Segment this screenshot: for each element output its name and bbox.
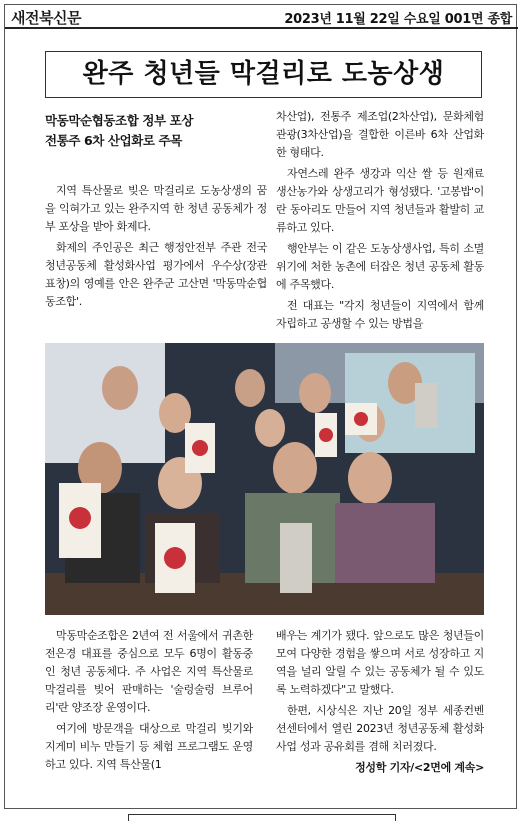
paragraph: 전 대표는 "각지 청년들이 지역에서 함께 자립하고 공생할 수 있는 방법을: [276, 299, 484, 330]
article-column-1: [45, 182, 267, 314]
newspaper-logo: 새전북신문: [11, 9, 81, 27]
subhead-line: 전통주 6차 산업화로 주목: [45, 133, 182, 148]
subhead-line: 막동막순협동조합 정부 포상: [45, 113, 194, 128]
headline: 완주 청년들 막걸리로 도농상생: [82, 59, 445, 89]
newspaper-page: [4, 4, 517, 809]
masthead: [5, 5, 518, 29]
paragraph: 배우는 계기가 됐다. 앞으로도 많은 청년들이 모여 다양한 경험을 쌓으며 서로 성장하고 지역을 널리 알릴 수 있는 공동체가 될 수 있도록 노력하겠다"고 말했다.: [276, 629, 484, 696]
paragraph: 행안부는 이 같은 도농상생사업, 특히 소멸위기에 처한 농촌에 터잡은 청년 공동체 활동에 주목했다.: [276, 242, 484, 291]
article-column-4: [276, 627, 484, 777]
paragraph: 막동막순조합은 2년여 전 서울에서 귀촌한 전은경 대표를 중심으로 모두 6명이 활동중인 청년 공동체다. 주 사업은 지역 특산물로 막걸리를 빚어 판매하는 '술렁술렁 브루어리'란 양조장 운영이다.: [45, 629, 253, 714]
subhead: [45, 111, 267, 151]
byline-row: [276, 759, 484, 777]
article-photo: [45, 343, 484, 615]
article-column-3: [45, 627, 253, 777]
footer-box: [128, 814, 396, 821]
byline: 정성학 기자/: [355, 761, 414, 774]
group-photo-image: [45, 343, 484, 615]
continued-note: <2면에 계속>: [413, 761, 484, 774]
headline-box: [45, 51, 482, 98]
article-column-2: [276, 108, 484, 336]
paragraph: 한편, 시상식은 지난 20일 정부 세종컨벤션센터에서 열린 2023년 청년공동체 활성화사업 성과 공유회를 겸해 치러졌다.: [276, 704, 484, 753]
paragraph: 여기에 방문객을 대상으로 막걸리 빚기와 지게미 비누 만들기 등 체험 프로그램도 운영하고 있다. 지역 특산물(1: [45, 722, 253, 771]
paragraph: 지역 특산물로 빚은 막걸리로 도농상생의 꿈을 익혀가고 있는 완주지역 한 청년 공동체가 정부 포상을 받아 화제다.: [45, 184, 267, 233]
date-edition: 2023년 11월 22일 수요일 001면 종합: [284, 12, 512, 27]
paragraph: 자연스레 완주 생강과 익산 쌀 등 원재료 생산농가와 상생고리가 형성됐다. '고봉밥'이란 동아리도 만들어 지역 청년들과 활발히 교류하고 있다.: [276, 167, 484, 234]
paragraph: 화제의 주인공은 최근 행정안전부 주관 전국 청년공동체 활성화사업 평가에서 우수상(장관 표창)의 영예를 안은 완주군 고산면 '막동막순협동조합'.: [45, 241, 267, 308]
paragraph: 차산업), 전통주 제조업(2차산업), 문화체험관광(3차산업)을 결합한 이른바 6차 산업화 한 형태다.: [276, 110, 484, 159]
